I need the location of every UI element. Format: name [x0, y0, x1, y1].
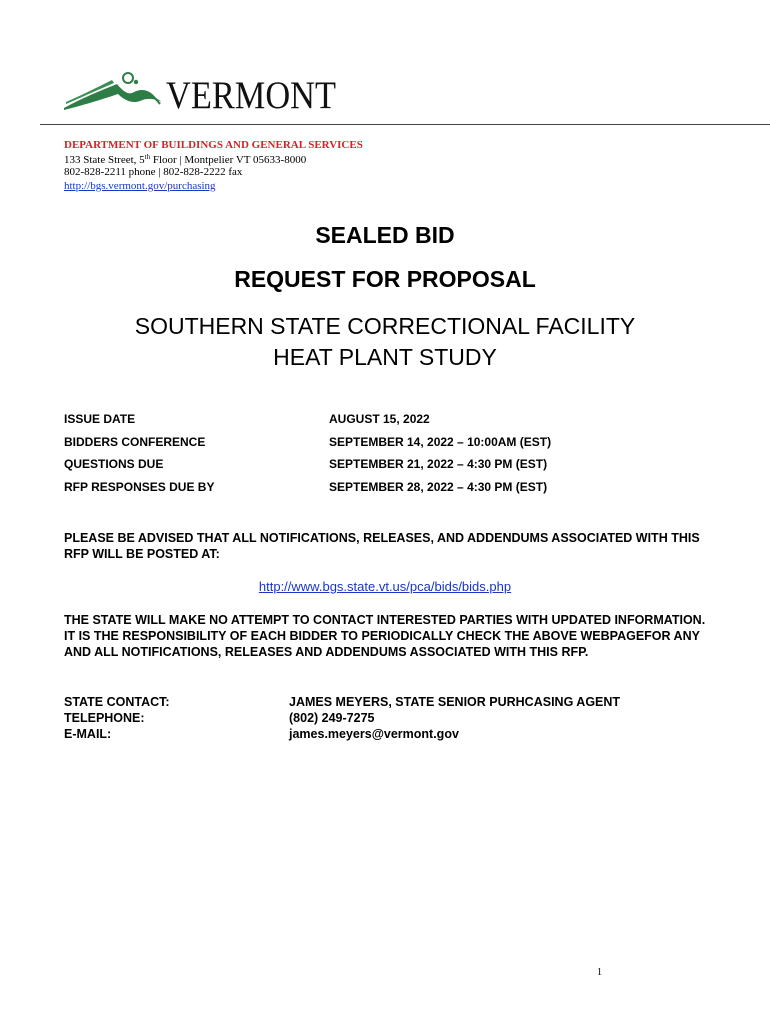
purchasing-link[interactable]: http://bgs.vermont.gov/purchasing	[64, 180, 216, 192]
page-number: 1	[597, 967, 602, 978]
header-divider	[40, 124, 770, 125]
title-rfp: REQUEST FOR PROPOSAL	[234, 266, 536, 292]
telephone-value: (802) 249-7275	[289, 711, 375, 725]
schedule-label: RFP RESPONSES DUE BY	[64, 480, 215, 494]
bids-url-line	[0, 579, 770, 594]
email-label: E-MAIL:	[64, 727, 112, 741]
email-value[interactable]: james.meyers@vermont.gov	[289, 727, 459, 741]
phone-fax: 802-828-2211 phone | 802-828-2222 fax	[64, 166, 243, 178]
schedule-value: SEPTEMBER 14, 2022 – 10:00AM (EST)	[329, 435, 552, 449]
street-address: 133 State Street, 5th Floor | Montpelier VT 05633-8000	[64, 153, 307, 166]
project-title-line1: SOUTHERN STATE CORRECTIONAL FACILITY	[134, 313, 636, 339]
contact-value: JAMES MEYERS, STATE SENIOR PURHCASING AGENT	[289, 695, 621, 709]
schedule-value: SEPTEMBER 21, 2022 – 4:30 PM (EST)	[329, 457, 548, 471]
vermont-logo	[62, 68, 342, 116]
project-title-line2: HEAT PLANT STUDY	[273, 344, 497, 370]
schedule-value: AUGUST 15, 2022	[329, 412, 430, 426]
telephone-label: TELEPHONE:	[64, 711, 145, 725]
schedule-value: SEPTEMBER 28, 2022 – 4:30 PM (EST)	[329, 480, 548, 494]
schedule-label: BIDDERS CONFERENCE	[64, 435, 206, 449]
schedule-label: ISSUE DATE	[64, 412, 136, 426]
contact-label: STATE CONTACT:	[64, 695, 170, 709]
logo-wordmark: VERMONT	[166, 74, 337, 116]
schedule-label: QUESTIONS DUE	[64, 457, 164, 471]
department-name: DEPARTMENT OF BUILDINGS AND GENERAL SERVICES	[64, 139, 363, 151]
project-title	[0, 311, 770, 373]
responsibility-notice: THE STATE WILL MAKE NO ATTEMPT TO CONTACT INTERESTED PARTIES WITH UPDATED INFORMATION. IT IS THE RESPONSIBILITY OF EACH BIDDER TO PERIODICALLY CHECK THE ABOVE WEBPAGEFOR ANY AND ALL NOTIFICATIONS, RELEASES AND ADDENDUMS ASSOCIATED WITH THIS RFP.	[64, 613, 706, 659]
bids-url-link[interactable]: http://www.bgs.state.vt.us/pca/bids/bids.php	[258, 579, 512, 594]
posting-notice: PLEASE BE ADVISED THAT ALL NOTIFICATIONS, RELEASES, AND ADDENDUMS ASSOCIATED WITH THIS RFP WILL BE POSTED AT:	[64, 531, 700, 561]
title-sealed-bid: SEALED BID	[315, 222, 455, 248]
